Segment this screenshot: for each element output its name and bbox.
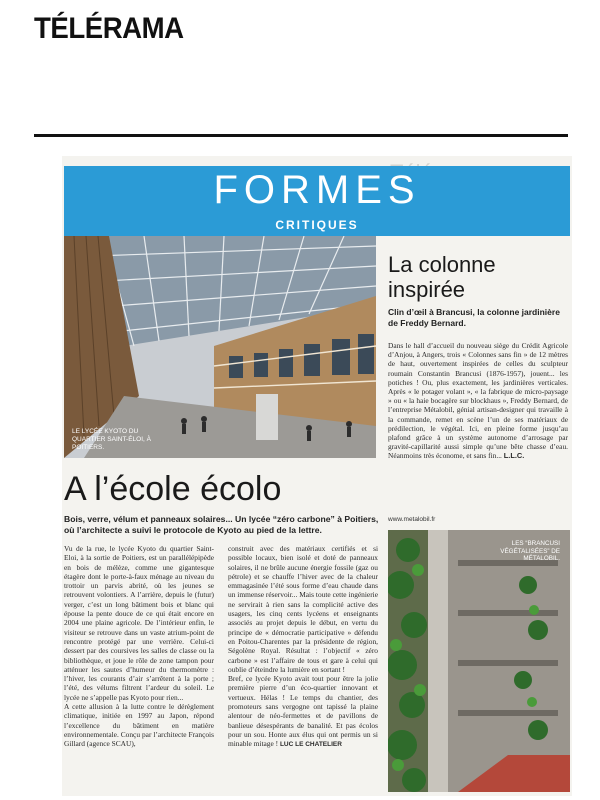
article-headline: A l’école écolo [64,470,282,508]
green-columns-photo [388,530,570,792]
section-banner [64,166,570,236]
sidebar-lead: Clin d’œil à Brancusi, la colonne jardinière de Freddy Bernard. [388,307,560,328]
sidebar-body-text: Dans le hall d’accueil du nouveau siège du Crédit Agricole d’Anjou, à Angers, trois « Colonnes sans fin » de 12 mètres de haut, ouvertement inspirées de celles du sculpteur roumain Constantin Brancusi (1876-1957), jouent... les potiches ! Ou, plus exactement, les jardinières verticales. Après « le potager volant », « la fabrique de micro-paysage » ou « la haie bocagère sur blockhaus », Freddy Bernard, de l’entreprise Métalobil, génial artisan-designer qui travaille à la commande, remet en scène l’un de ses matériaux de prédilection, le végétal. Ici, en pleine forme jusqu’au plafond grâce à un système autonome d’arrosage par gravité-capillarité aussi simple qu’une bête chasse d’eau. Néanmoins très économe, et sans fin... [388,341,568,461]
paragraph [228,674,378,749]
sidebar-signature: L.L.C. [503,451,525,461]
sidebar-url: www.metalobil.fr [388,516,436,523]
photo-caption: LE LYCÉE KYOTO DU QUARTIER SAINT-ÉLOI, À POITIERS. [72,428,151,451]
paragraph-text: Bref, ce lycée Kyoto avait tout pour être la jolie première pierre d’un éco-quartier innovant et vertueux. Hélas ! Le temps du chantier, des promoteurs sans vergogne ont tapissé la plaine alentour de néo-fermettes et de pavillons de banlieue désespérants de banalité. Et pas écolos pour un sou. Honte aux élus qui ont permis un si minable mitage ! [228,674,378,749]
paragraph: construit avec des matériaux certifiés et si possible locaux, bien isolé et doté de panneaux solaires, il ne brûle aucune énergie fossile (gaz ou pétrole) et se chauffe l’hiver avec de la chaleur emmagasinée l’été sous forme d’eau chaude dans un immense réservoir... Mais toute cette ingénierie ne servirait à rien sans la complicité active des usagers, les cinq cents lycéens et enseignants associés au projet depuis le début, en vertu du principe de « démocratie participative » défendu en Poitou-Charentes par la présidente de région, Ségolène Royal. Résultat : l’objectif « zéro carbone » est l’affaire de tous et gare à celui qui oublie d’éteindre la lumière en sortant ! [228,544,378,674]
article-signature: LUC LE CHATELIER [279,741,342,749]
masthead-logo: TÉLÉRAMA [34,12,184,45]
paragraph: Vu de la rue, le lycée Kyoto du quartier Saint-Eloi, à la sortie de Poitiers, est un parallélépipède en bois de mélèze, comme une gigantesque étagère dont le porte-à-faux ménage au niveau du trottoir un parvis abrité, où les jeunes se retrouvent volontiers. A l’arrière, depuis le (futur) verger, c’est un long bâtiment bois et blanc qui épouse la pente douce de ce qui était encore en 2004 une plaine agricole. De l’intérieur enfin, le visiteur se retrouve dans un vaste atrium-point de rencontre protégé par une verrière. Celui-ci dessert par des coursives les salles de classe ou la bibliothèque, et joue le rôle de zone tampon pour atténuer les sautes d’humeur du thermomètre : l’hiver, les courants d’air s’arrêtent à la porte ; l’été, des vélums filtrent l’ardeur du soleil. Le lycée ne s’appelle pas Kyoto pour rien... [64,544,214,702]
lycee-atrium-photo [64,236,376,458]
article-column-1 [64,544,214,749]
section-subtitle: CRITIQUES [275,218,359,232]
header-rule [34,134,568,137]
paragraph: A cette allusion à la lutte contre le dérèglement climatique, initiée en 1997 au Japon, répond l’excellence du bâtiment en matière environnementale. Conçu par l’architecte François Gillard (agence SCAU), [64,702,214,749]
section-title: FORMES [213,168,421,212]
sidebar-body [388,341,568,461]
article-deck: Bois, verre, vélum et panneaux solaires... Un lycée “zéro carbone” à Poitiers, où l’architecte a suivi le protocole de Kyoto au pied de la lettre. [64,514,379,535]
sidebar-title: La colonne inspirée [388,252,496,302]
photo-caption-2: LES “BRANCUSI VÉGÉTALISÉES” DE MÉTALOBIL. [500,540,560,562]
article-column-2 [228,544,378,750]
